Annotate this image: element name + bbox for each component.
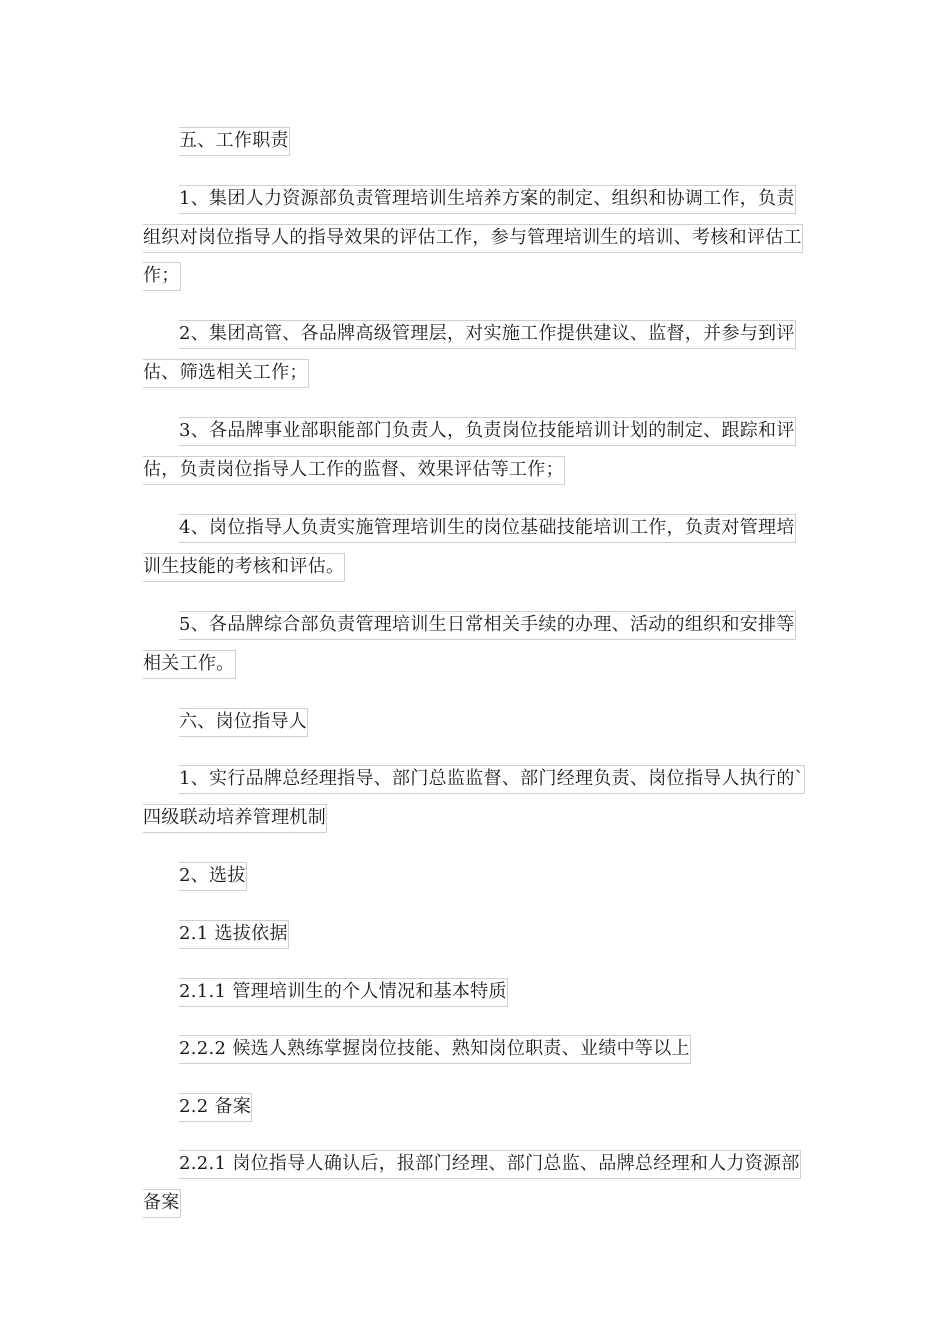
paragraph-text: 五、工作职责 — [179, 127, 290, 156]
paragraph-mentor-2-2-1 — [143, 1145, 807, 1222]
paragraph-mentor-2-1 — [143, 915, 289, 954]
paragraph-text: 3、各品牌事业部职能部门负责人，负责岗位技能培训计划的制定、跟踪和评估，负责岗位指导人工作的监督、效果评估等工作； — [143, 417, 796, 485]
paragraph-text: 2、选拔 — [179, 862, 247, 891]
paragraph-duty-2 — [143, 315, 807, 392]
section-heading-5 — [143, 122, 290, 161]
paragraph-duty-1 — [143, 180, 807, 296]
section-heading-6 — [143, 703, 308, 742]
paragraph-duty-3 — [143, 412, 807, 489]
paragraph-mentor-2 — [143, 857, 247, 896]
paragraph-mentor-1 — [143, 760, 807, 837]
paragraph-text: 1、集团人力资源部负责管理培训生培养方案的制定、组织和协调工作，负责组织对岗位指导人的指导效果的评估工作，参与管理培训生的培训、考核和评估工作； — [143, 185, 803, 291]
paragraph-mentor-2-2-2 — [143, 1030, 691, 1069]
paragraph-text: 2.2.1 岗位指导人确认后，报部门经理、部门总监、品牌总经理和人力资源部备案 — [143, 1150, 801, 1218]
paragraph-text: 2.2 备案 — [179, 1093, 252, 1122]
paragraph-mentor-2-1-1 — [143, 973, 508, 1012]
paragraph-text: 1、实行品牌总经理指导、部门总监监督、部门经理负责、岗位指导人执行的`四级联动培养管理机制 — [143, 765, 805, 833]
paragraph-duty-4 — [143, 509, 807, 586]
paragraph-mentor-2-2 — [143, 1088, 252, 1127]
paragraph-duty-5 — [143, 606, 807, 683]
paragraph-text: 5、各品牌综合部负责管理培训生日常相关手续的办理、活动的组织和安排等相关工作。 — [143, 611, 796, 679]
paragraph-text: 2.1.1 管理培训生的个人情况和基本特质 — [179, 978, 508, 1007]
paragraph-text: 4、岗位指导人负责实施管理培训生的岗位基础技能培训工作，负责对管理培训生技能的考核和评估。 — [143, 514, 796, 582]
paragraph-text: 2、集团高管、各品牌高级管理层，对实施工作提供建议、监督，并参与到评估、筛选相关工作； — [143, 320, 796, 388]
paragraph-text: 六、岗位指导人 — [179, 708, 308, 737]
paragraph-text: 2.1 选拔依据 — [179, 920, 289, 949]
paragraph-text: 2.2.2 候选人熟练掌握岗位技能、熟知岗位职责、业绩中等以上 — [179, 1035, 691, 1064]
